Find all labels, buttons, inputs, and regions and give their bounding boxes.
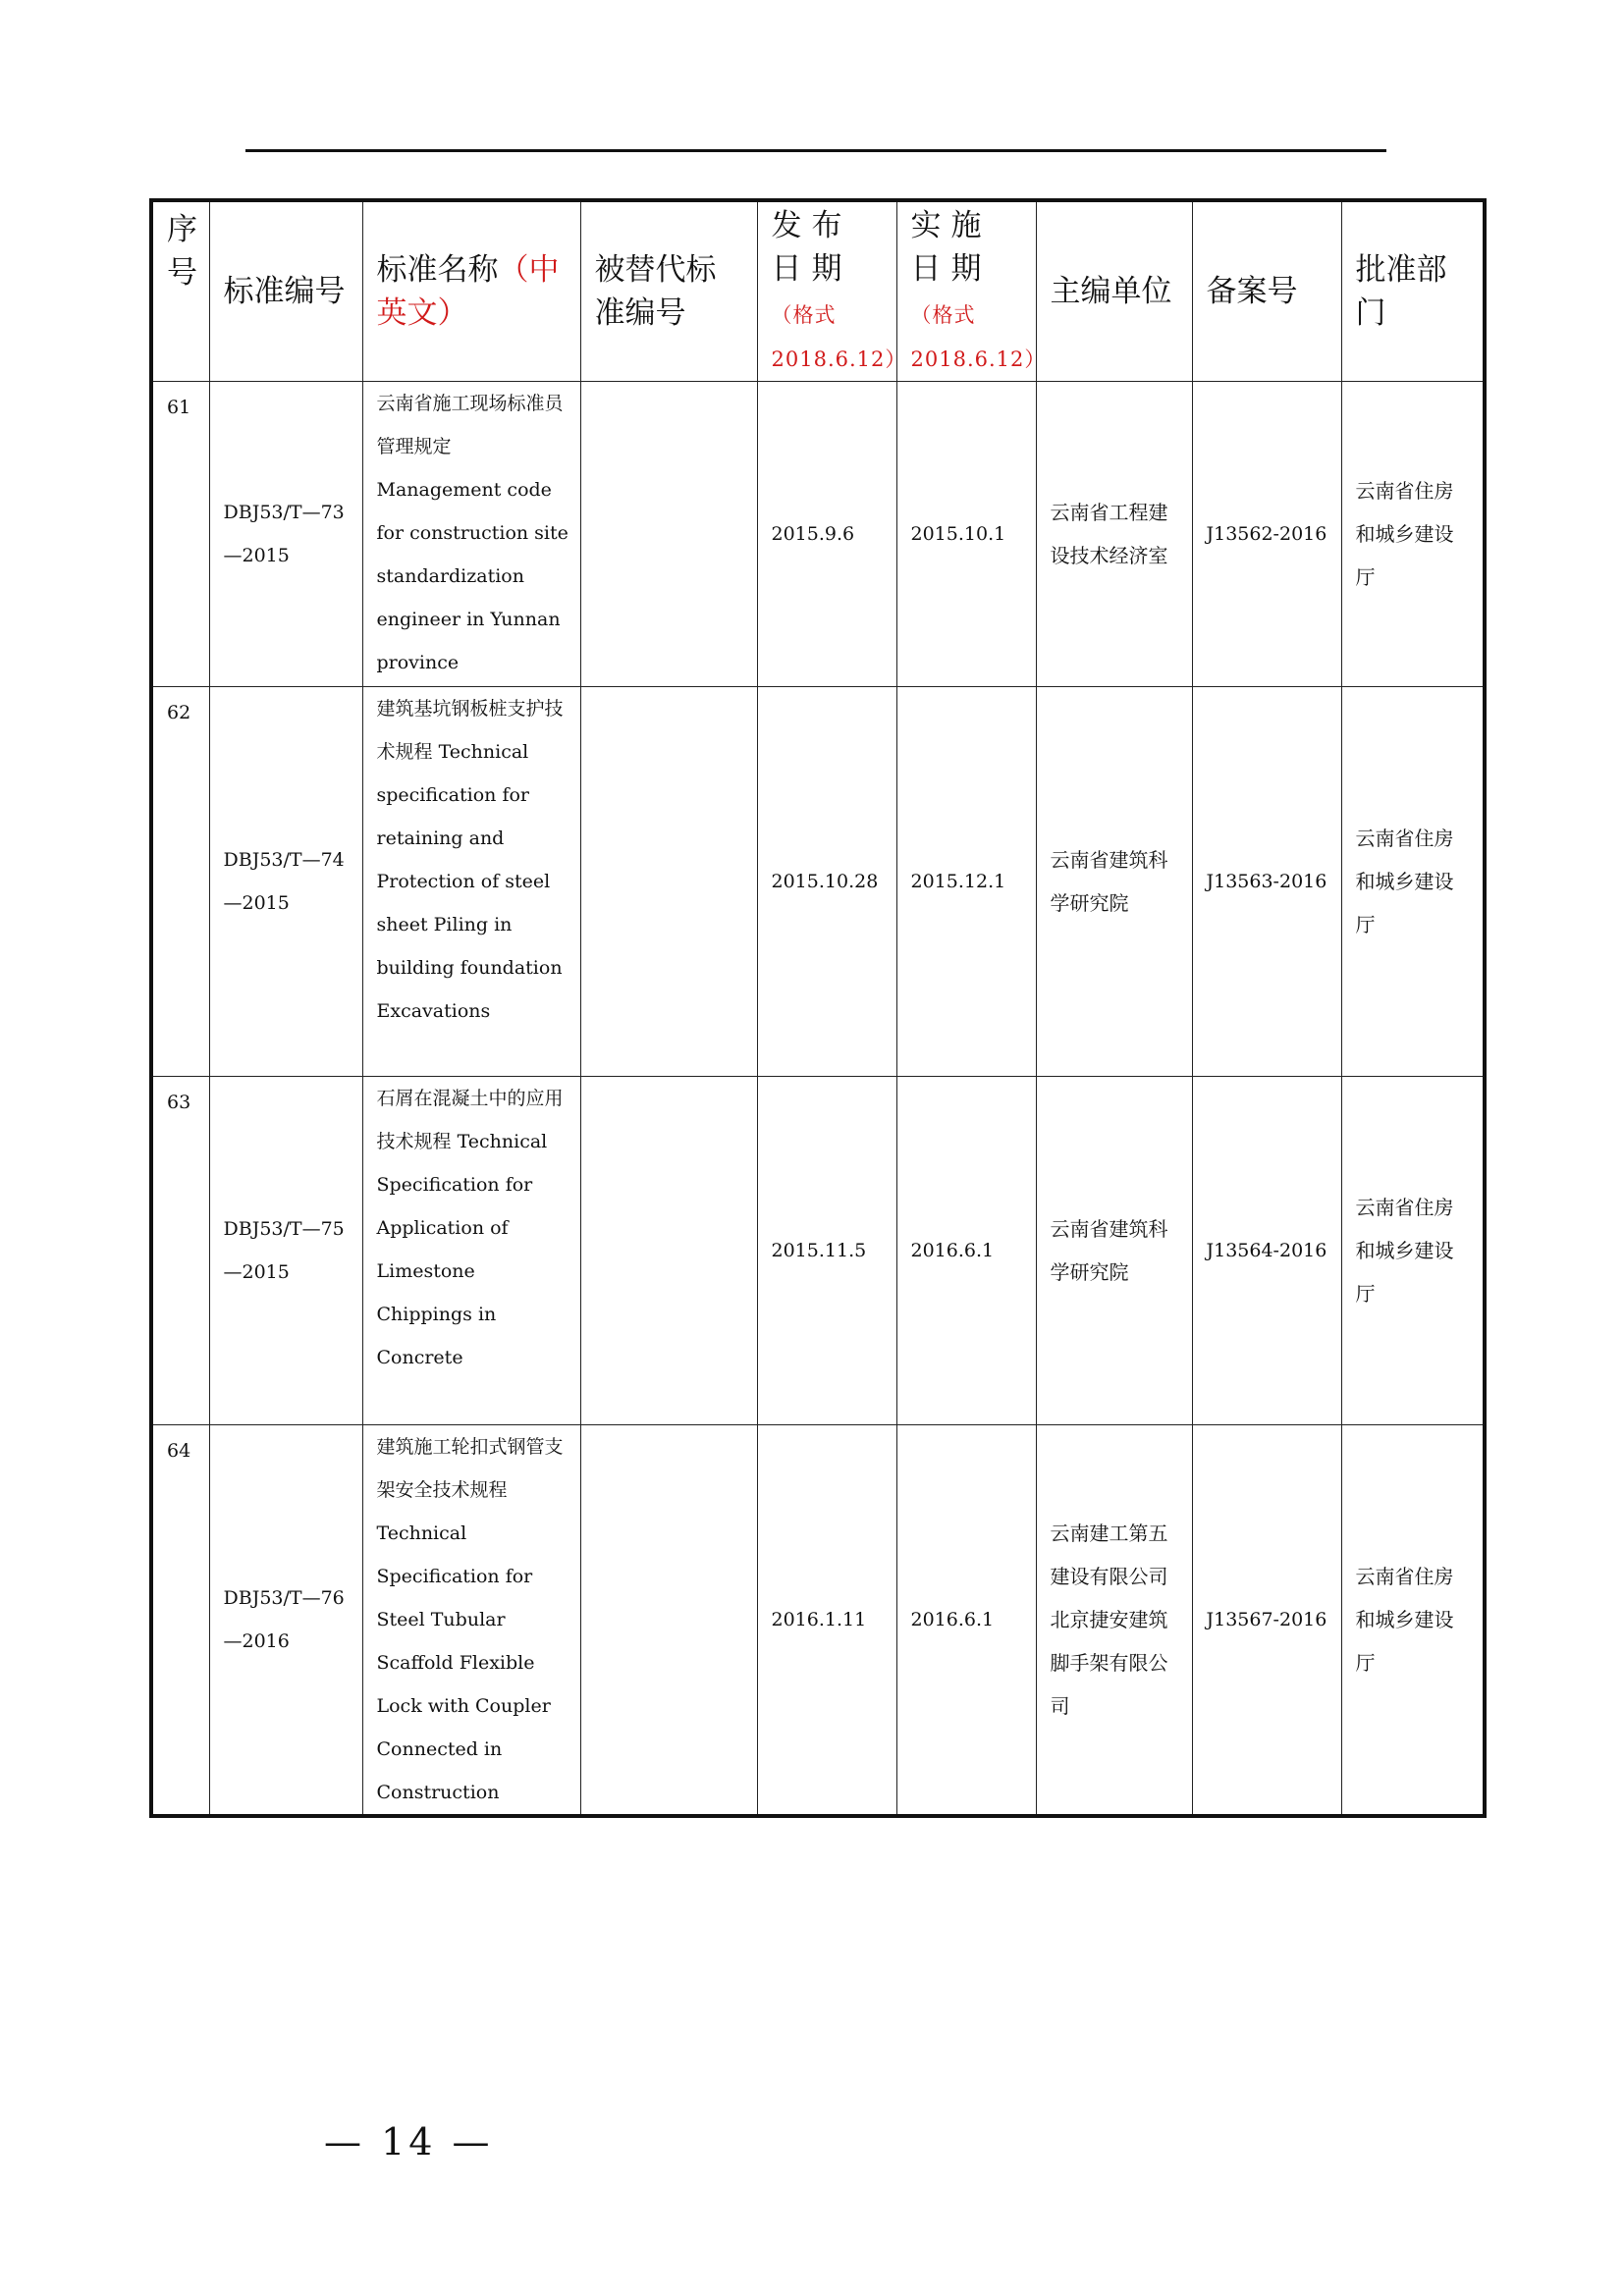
header-implement-date bbox=[896, 200, 1047, 382]
cell-name bbox=[362, 1077, 580, 1425]
page-number: — 14 — bbox=[324, 2120, 494, 2163]
cell-name bbox=[362, 1425, 580, 1817]
header-editor: 主编单位 bbox=[1036, 200, 1192, 382]
cell-editor: 云南省工程建设技术经济室 bbox=[1036, 382, 1192, 687]
header-rule bbox=[245, 149, 1386, 152]
header-release-note: （格式2018.6.12） bbox=[771, 303, 907, 371]
cell-name bbox=[362, 687, 580, 1077]
header-replaced: 被替代标准编号 bbox=[580, 200, 757, 382]
name-cn: 建筑基坑钢板桩支护技术规程 bbox=[376, 698, 564, 763]
cell-approver: 云南省住房和城乡建设厅 bbox=[1341, 1425, 1485, 1817]
cell-release: 2015.10.28 bbox=[757, 687, 896, 1077]
cell-code bbox=[209, 1425, 362, 1817]
header-name bbox=[362, 200, 580, 382]
name-en: Technical Specification for Application of Limestone Chippings in Concrete bbox=[376, 1131, 548, 1368]
cell-implement: 2015.10.1 bbox=[896, 382, 1036, 687]
cell-replaced bbox=[580, 1425, 757, 1817]
cell-code bbox=[209, 687, 362, 1077]
cell-record: J13567-2016 bbox=[1192, 1425, 1341, 1817]
name-en: Technical specification for retaining and Protection of steel sheet Piling in building foundation Excavations bbox=[376, 741, 563, 1022]
code-line-2: —2015 bbox=[223, 892, 290, 914]
name-en: Technical Specification for Steel Tubular Scaffold Flexible Lock with Coupler Connected in Construction bbox=[376, 1522, 551, 1803]
table-row bbox=[151, 1077, 1485, 1425]
cell-approver: 云南省住房和城乡建设厅 bbox=[1341, 382, 1485, 687]
cell-seq: 61 bbox=[151, 382, 209, 687]
header-approver: 批准部门 bbox=[1341, 200, 1485, 382]
name-en: Management code for construction site standardization engineer in Yunnan province bbox=[376, 479, 568, 673]
code-line-2: —2016 bbox=[223, 1630, 290, 1652]
code-line-1: DBJ53/T—73 bbox=[223, 502, 345, 523]
table-row bbox=[151, 687, 1485, 1077]
standards-table bbox=[149, 198, 1487, 1818]
header-name-note: （中英文） bbox=[376, 252, 560, 331]
cell-replaced bbox=[580, 1077, 757, 1425]
cell-approver: 云南省住房和城乡建设厅 bbox=[1341, 1077, 1485, 1425]
cell-release: 2015.11.5 bbox=[757, 1077, 896, 1425]
name-cn: 云南省施工现场标准员管理规定 bbox=[376, 393, 564, 457]
name-cn: 石屑在混凝土中的应用技术规程 bbox=[376, 1088, 564, 1152]
table-row bbox=[151, 382, 1485, 687]
cell-implement: 2015.12.1 bbox=[896, 687, 1036, 1077]
cell-implement: 2016.6.1 bbox=[896, 1425, 1036, 1817]
header-record: 备案号 bbox=[1192, 200, 1341, 382]
header-name-main: 标准名称 bbox=[376, 252, 499, 288]
cell-record: J13563-2016 bbox=[1192, 687, 1341, 1077]
table-header-row bbox=[151, 200, 1485, 382]
cell-replaced bbox=[580, 687, 757, 1077]
cell-replaced bbox=[580, 382, 757, 687]
cell-editor: 云南建工第五建设有限公司北京捷安建筑脚手架有限公司 bbox=[1036, 1425, 1192, 1817]
header-code: 标准编号 bbox=[209, 200, 362, 382]
header-implement-note: （格式2018.6.12） bbox=[910, 303, 1047, 371]
name-cn: 建筑施工轮扣式钢管支架安全技术规程 bbox=[376, 1436, 564, 1501]
table-row bbox=[151, 1425, 1485, 1817]
header-release-main: 发布日期 bbox=[771, 208, 852, 287]
header-implement-main: 实施日期 bbox=[910, 208, 992, 287]
cell-release: 2016.1.11 bbox=[757, 1425, 896, 1817]
cell-seq: 63 bbox=[151, 1077, 209, 1425]
cell-approver: 云南省住房和城乡建设厅 bbox=[1341, 687, 1485, 1077]
cell-seq: 64 bbox=[151, 1425, 209, 1817]
cell-name bbox=[362, 382, 580, 687]
cell-release: 2015.9.6 bbox=[757, 382, 896, 687]
cell-record: J13564-2016 bbox=[1192, 1077, 1341, 1425]
header-seq: 序号 bbox=[151, 200, 209, 382]
code-line-1: DBJ53/T—74 bbox=[223, 849, 345, 871]
cell-editor: 云南省建筑科学研究院 bbox=[1036, 687, 1192, 1077]
code-line-2: —2015 bbox=[223, 1261, 290, 1283]
code-line-2: —2015 bbox=[223, 545, 290, 566]
cell-implement: 2016.6.1 bbox=[896, 1077, 1036, 1425]
cell-editor: 云南省建筑科学研究院 bbox=[1036, 1077, 1192, 1425]
code-line-1: DBJ53/T—75 bbox=[223, 1218, 345, 1240]
code-line-1: DBJ53/T—76 bbox=[223, 1587, 345, 1609]
cell-record: J13562-2016 bbox=[1192, 382, 1341, 687]
cell-code bbox=[209, 382, 362, 687]
cell-seq: 62 bbox=[151, 687, 209, 1077]
header-release-date bbox=[757, 200, 907, 382]
cell-code bbox=[209, 1077, 362, 1425]
